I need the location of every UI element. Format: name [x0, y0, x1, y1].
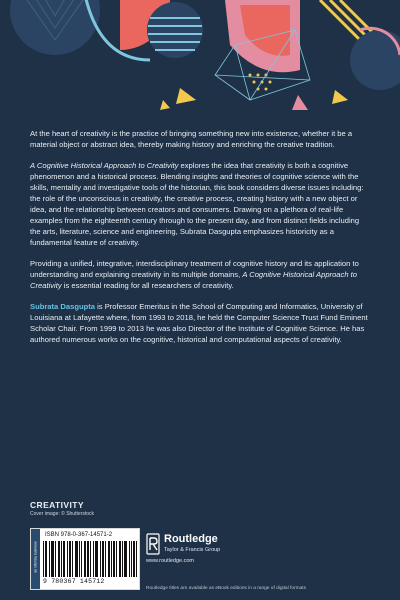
series-label: CREATIVITY — [30, 500, 84, 510]
description-paragraph-2 — [30, 160, 370, 248]
book-title-italic: A Cognitive Historical Approach to Creativity — [30, 270, 357, 290]
isbn-text: ISBN 978-0-367-14571-2 — [45, 532, 113, 538]
barcode-digits: 9 780367 145712 — [43, 578, 105, 585]
ebook-note: Routledge titles are available as eBook editions in a range of digital formats — [146, 586, 306, 591]
barcode-side-strip — [31, 529, 40, 589]
barcode-bars — [43, 541, 137, 577]
author-bio-text: is Professor Emeritus in the School of Computing and Informatics, University of Louisiana at Lafayette where, from 1993 to 2018, he held the Computer Science Trust Fund Eminent Scholar Chair. From 1999 to 2013 he was also Director of the Institute of Cognitive Science. He has authored numerous works on the cognitive, historical and computational aspects of creativity. — [30, 302, 368, 344]
author-name: Subrata Dasgupta — [30, 302, 95, 311]
publisher-url[interactable]: www.routledge.com — [146, 558, 194, 564]
description-paragraph-3 — [30, 258, 370, 291]
description-paragraph-3-before: Providing a unified, integrative, interdisciplinary treatment of cognitive history and its application to understanding and explaining creativity in its multiple domains, — [30, 259, 359, 279]
cover-artwork — [0, 0, 400, 118]
barcode-side-label: an informa business — [33, 541, 38, 573]
routledge-logo-icon — [146, 533, 160, 555]
barcode-box — [30, 528, 140, 590]
description-paragraph-1: At the heart of creativity is the practice of bringing something new into existence, whether it be a material object or abstract idea, thereby making history and enriching the creative tradition. — [30, 129, 353, 149]
author-bio — [30, 301, 370, 345]
back-cover-description — [30, 128, 370, 355]
publisher-subtitle: Taylor & Francis Group — [164, 547, 221, 553]
description-paragraph-2-text: explores the idea that creativity is both a cognitive phenomenon and a historical process. Blending insights and theories of cognitive science with the skills, mentality and investigative tools of the historian, this book considers diverse issues including: the role of the unconscious in creativity, the creative process, creating history with a new object or idea, and the relationship between creators and consumers. Drawing on a plethora of real-life examples from the eighteenth century through to the present day, and from distinct fields including the arts, literature, science and engineering, Subrata Dasgupta emphasizes historicity as a fundamental feature of creativity. — [30, 161, 364, 247]
book-title-italic: A Cognitive Historical Approach to Creativity — [30, 161, 179, 170]
publisher-name: Routledge — [164, 533, 218, 545]
description-paragraph-3-after: is essential reading for all researchers of creativity. — [61, 281, 234, 290]
cover-credit: Cover image: © Shutterstock — [30, 511, 94, 517]
